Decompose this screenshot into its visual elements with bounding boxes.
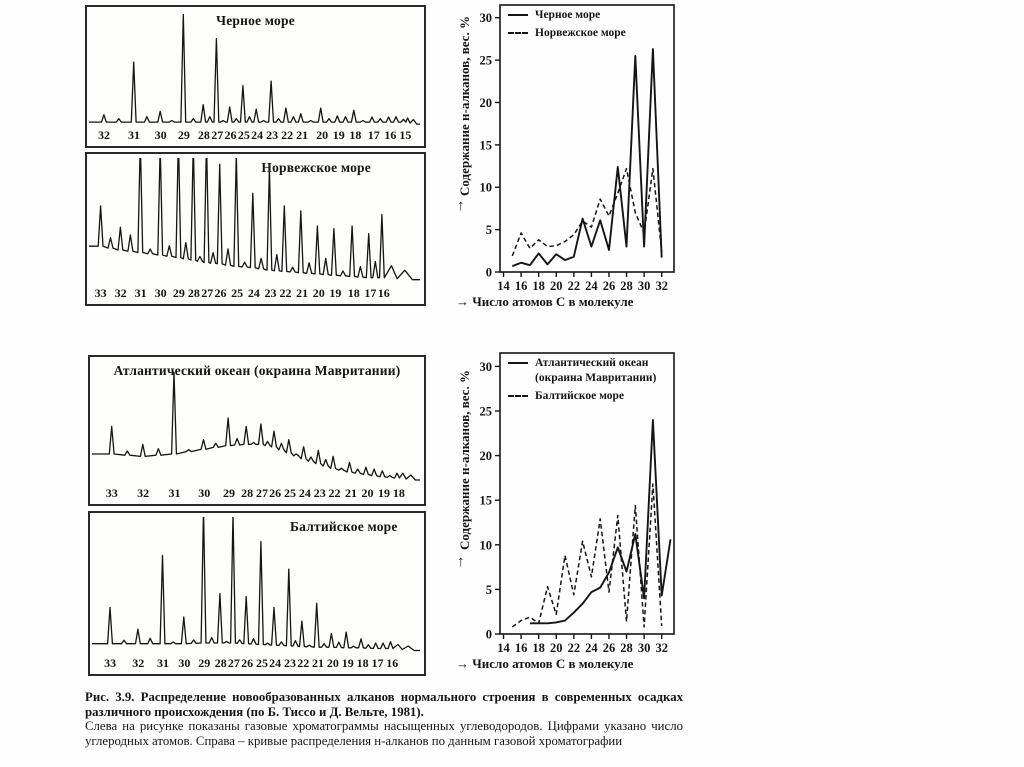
carbon-number-label: 18 — [356, 656, 369, 670]
y-tick-label: 30 — [479, 359, 492, 374]
carbon-number-label: 28 — [187, 286, 200, 300]
chromatogram-title: Норвежское море — [261, 160, 371, 175]
dashed-series-line — [512, 484, 661, 627]
carbon-number-label: 29 — [198, 656, 211, 670]
carbon-number-label: 33 — [104, 656, 117, 670]
carbon-number-label: 21 — [312, 656, 325, 670]
x-axis-arrow-icon: → — [456, 656, 469, 671]
chromatogram-trace — [89, 158, 420, 280]
caption-bold-text: Рис. 3.9. Распределение новообразованных алканов нормального строения в современных осадках различного происхождения (по Б. Тиссо и Д. Вельте, 1981). — [85, 690, 683, 719]
carbon-number-label: 21 — [296, 286, 309, 300]
carbon-number-label: 28 — [197, 128, 210, 142]
legend-item — [508, 389, 677, 404]
carbon-number-label: 23 — [264, 286, 277, 300]
carbon-number-label: 19 — [329, 286, 342, 300]
x-tick-label: 18 — [532, 641, 545, 655]
carbon-number-label: 22 — [328, 486, 341, 500]
plot-svg — [476, 0, 698, 296]
legend-item — [508, 356, 677, 386]
figure-caption — [85, 690, 683, 748]
carbon-number-label: 23 — [266, 128, 279, 142]
x-tick-label: 24 — [585, 641, 598, 655]
y-tick-label: 20 — [479, 449, 492, 464]
y-axis-arrow-icon: ↑ — [457, 198, 465, 214]
carbon-number-axis — [92, 656, 422, 673]
carbon-number-label: 18 — [392, 486, 405, 500]
x-tick-label: 28 — [620, 641, 633, 655]
x-tick-label: 28 — [620, 279, 633, 293]
carbon-number-label: 31 — [156, 656, 169, 670]
carbon-number-label: 31 — [127, 128, 140, 142]
chromatogram-trace-svg — [89, 14, 420, 126]
carbon-number-label: 24 — [247, 286, 260, 300]
carbon-number-label: 22 — [279, 286, 292, 300]
y-tick-label: 30 — [479, 11, 492, 26]
x-tick-label: 32 — [655, 279, 668, 293]
dashed-line-swatch — [508, 32, 528, 34]
y-axis-label: Содержание н-алканов, вес. % — [457, 370, 472, 550]
carbon-number-label: 26 — [214, 286, 227, 300]
chromatogram-trace — [89, 14, 420, 124]
carbon-number-label: 32 — [137, 486, 150, 500]
carbon-number-label: 28 — [214, 656, 227, 670]
y-axis-label: Содержание н-алканов, вес. % — [457, 16, 472, 196]
chromatogram-title: Атлантический океан (окраина Мавритании) — [113, 363, 401, 378]
x-tick-label: 16 — [514, 279, 528, 293]
x-axis-arrow-icon: → — [456, 294, 469, 309]
carbon-number-label: 24 — [251, 128, 264, 142]
x-tick-label: 24 — [585, 279, 598, 293]
legend-item — [508, 8, 626, 23]
solid-series-line — [512, 49, 661, 266]
carbon-number-label: 25 — [284, 486, 296, 500]
x-tick-label: 26 — [602, 641, 616, 655]
y-tick-label: 5 — [485, 223, 492, 238]
chromatogram-trace — [92, 372, 420, 480]
x-tick-label: 20 — [549, 279, 563, 293]
carbon-number-label: 29 — [222, 486, 235, 500]
x-axis-label-text: Число атомов С в молекуле — [472, 294, 634, 309]
y-tick-label: 0 — [485, 627, 492, 642]
carbon-number-label: 21 — [296, 128, 309, 142]
carbon-number-label: 20 — [361, 486, 374, 500]
x-tick-label: 20 — [549, 641, 563, 655]
carbon-number-label: 29 — [172, 286, 185, 300]
carbon-number-label: 18 — [349, 128, 362, 142]
chromatogram-black-sea — [85, 5, 426, 148]
y-tick-label: 5 — [485, 582, 492, 597]
x-tick-label: 32 — [655, 641, 668, 655]
carbon-number-label: 19 — [378, 486, 391, 500]
chromatogram-title: Черное море — [216, 13, 295, 28]
chromatogram-trace-svg — [92, 364, 420, 484]
carbon-number-label: 24 — [269, 656, 282, 670]
x-tick-label: 14 — [497, 279, 510, 293]
legend-item — [508, 26, 626, 41]
dashed-series-line — [512, 169, 661, 256]
x-tick-label: 18 — [532, 279, 545, 293]
x-tick-label: 14 — [497, 641, 510, 655]
carbon-number-label: 31 — [134, 286, 147, 300]
carbon-number-label: 20 — [326, 656, 339, 670]
carbon-number-label: 30 — [154, 286, 167, 300]
carbon-number-axis — [89, 286, 422, 303]
carbon-number-label: 26 — [269, 486, 282, 500]
x-axis-label — [456, 656, 633, 672]
x-tick-label: 22 — [567, 641, 581, 655]
carbon-number-label: 17 — [364, 286, 377, 300]
carbon-number-label: 17 — [367, 128, 380, 142]
carbon-number-label: 22 — [297, 656, 310, 670]
carbon-number-label: 25 — [237, 128, 250, 142]
carbon-number-label: 30 — [178, 656, 191, 670]
carbon-number-label: 27 — [227, 656, 240, 670]
y-tick-label: 15 — [479, 493, 492, 508]
carbon-number-label: 25 — [231, 286, 244, 300]
carbon-number-label: 31 — [168, 486, 181, 500]
carbon-number-axis — [92, 486, 422, 503]
y-tick-label: 10 — [479, 180, 492, 195]
carbon-number-label: 16 — [384, 128, 397, 142]
carbon-number-label: 15 — [399, 128, 412, 142]
carbon-number-label: 28 — [241, 486, 254, 500]
carbon-number-label: 27 — [211, 128, 224, 142]
legend-label: Балтийское море — [535, 389, 625, 402]
y-tick-label: 25 — [479, 404, 492, 419]
carbon-number-label: 32 — [132, 656, 145, 670]
carbon-number-label: 20 — [312, 286, 325, 300]
y-tick-label: 0 — [485, 265, 492, 280]
carbon-number-label: 32 — [114, 286, 127, 300]
carbon-number-label: 25 — [255, 656, 268, 670]
x-axis-label-text: Число атомов С в молекуле — [472, 656, 634, 671]
carbon-number-label: 16 — [377, 286, 390, 300]
carbon-number-label: 26 — [224, 128, 237, 142]
nalkane-chart-top — [450, 0, 700, 318]
x-tick-label: 22 — [567, 279, 581, 293]
carbon-number-label: 23 — [284, 656, 296, 670]
carbon-number-label: 18 — [347, 286, 360, 300]
legend-label: Черное море — [535, 9, 601, 21]
nalkane-chart-bottom — [450, 348, 700, 680]
y-tick-label: 25 — [479, 53, 492, 68]
chromatogram-trace — [92, 517, 420, 651]
carbon-number-axis — [89, 128, 422, 145]
carbon-number-label: 32 — [97, 128, 110, 142]
legend-label: Атлантический океан (окраина Мавритании) — [535, 357, 657, 384]
chromatogram-atlantic-ocean — [88, 355, 426, 506]
x-tick-label: 16 — [514, 641, 528, 655]
carbon-number-label: 19 — [332, 128, 345, 142]
solid-line-swatch — [508, 14, 528, 16]
carbon-number-label: 33 — [94, 286, 107, 300]
chromatogram-baltic-sea — [88, 511, 426, 676]
x-tick-label: 30 — [637, 279, 651, 293]
carbon-number-label: 26 — [241, 656, 254, 670]
y-tick-label: 10 — [479, 538, 492, 553]
x-axis-label — [456, 294, 633, 310]
carbon-number-label: 30 — [154, 128, 167, 142]
chromatogram-title: Балтийское море — [290, 519, 398, 534]
carbon-number-label: 24 — [298, 486, 311, 500]
y-tick-label: 15 — [479, 138, 492, 153]
y-tick-label: 20 — [479, 95, 492, 110]
legend-label: Норвежское море — [535, 26, 626, 39]
carbon-number-label: 30 — [198, 486, 211, 500]
chromatogram-norwegian-sea — [85, 152, 426, 306]
solid-line-swatch — [508, 362, 528, 364]
carbon-number-label: 20 — [316, 128, 329, 142]
carbon-number-label: 21 — [345, 486, 358, 500]
x-tick-label: 26 — [602, 279, 616, 293]
carbon-number-label: 27 — [201, 286, 214, 300]
x-tick-label: 30 — [637, 641, 651, 655]
carbon-number-label: 16 — [386, 656, 399, 670]
solid-series-line — [530, 420, 671, 623]
carbon-number-label: 19 — [341, 656, 354, 670]
caption-body-text: Слева на рисунке показаны газовые хроматограммы насыщенных углеводородов. Цифрами указано число углеродных атомов. Справа – кривые распределения н-алканов по данным газовой хроматографии — [85, 719, 683, 748]
carbon-number-label: 17 — [371, 656, 384, 670]
chromatogram-trace-svg — [89, 158, 420, 284]
dashed-line-swatch — [508, 395, 528, 397]
chart-legend — [508, 8, 626, 44]
carbon-number-label: 33 — [105, 486, 118, 500]
chart-legend — [508, 356, 677, 407]
carbon-number-label: 27 — [255, 486, 268, 500]
chromatogram-trace-svg — [92, 517, 420, 654]
y-axis-arrow-icon: ↑ — [457, 554, 465, 570]
carbon-number-label: 22 — [281, 128, 294, 142]
carbon-number-label: 29 — [177, 128, 190, 142]
carbon-number-label: 23 — [313, 486, 326, 500]
